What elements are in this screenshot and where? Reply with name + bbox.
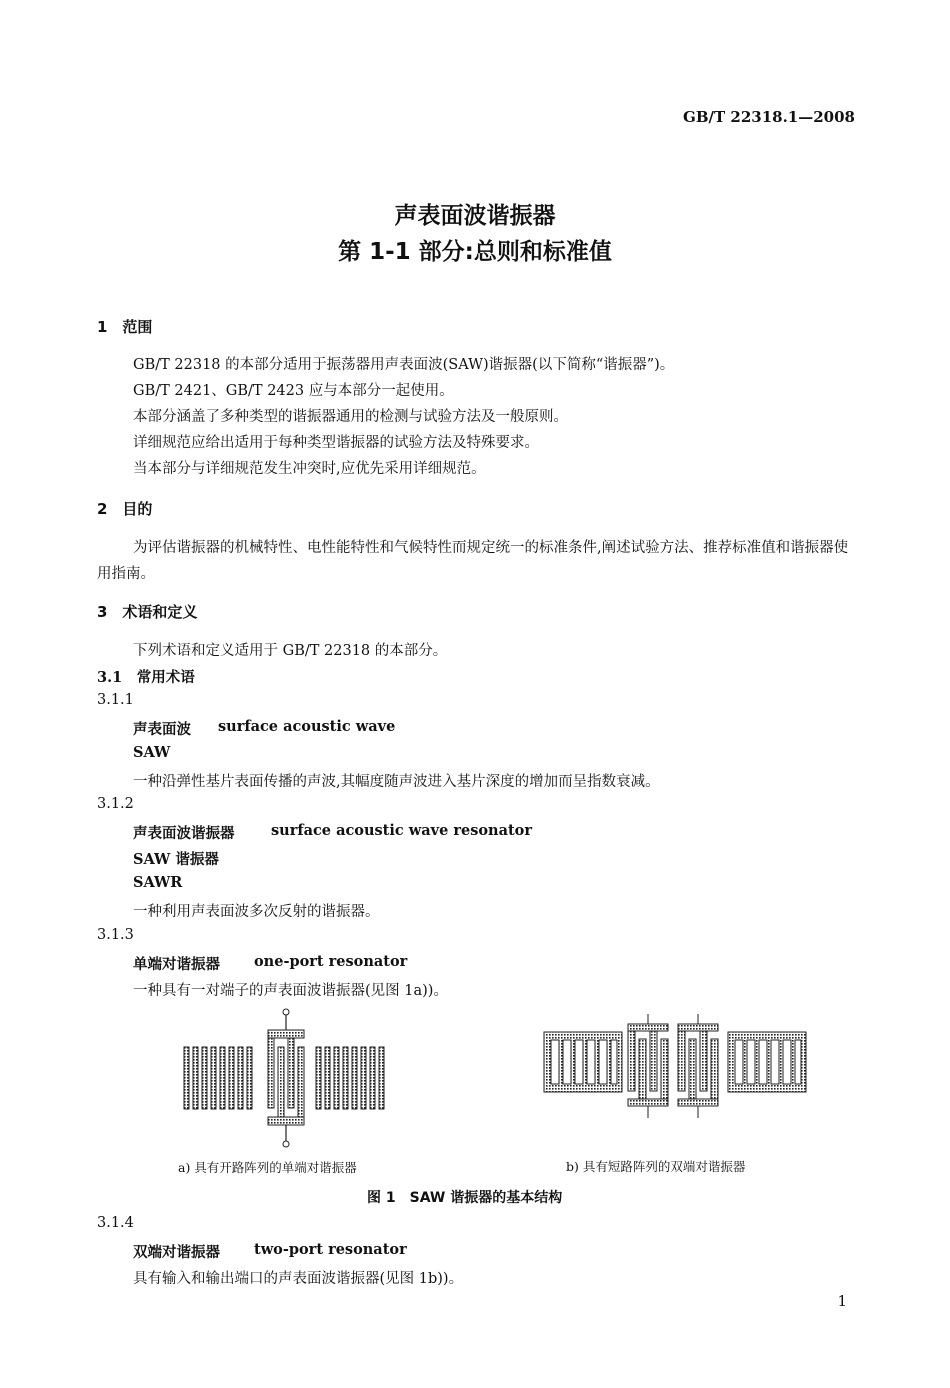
idt-output [678, 1014, 718, 1118]
section-3-heading: 3 术语和定义 [97, 603, 198, 621]
term-3-1-2-en: surface acoustic wave resonator [271, 822, 532, 839]
reflector-left-shorted [544, 1032, 622, 1092]
term-3-1-2-abbr-2: SAWR [133, 874, 183, 891]
terminal-top [283, 1009, 289, 1015]
section-1-para-1: GB/T 22318 的本部分适用于振荡器用声表面波(SAW)谐振器(以下简称“谐振器”)。 [133, 357, 675, 373]
section-1-para-2: GB/T 2421、GB/T 2423 应与本部分一起使用。 [133, 383, 454, 399]
idt-bus-bottom [268, 1117, 304, 1125]
terminal-bottom [283, 1141, 289, 1147]
section-3-intro: 下列术语和定义适用于 GB/T 22318 的本部分。 [133, 643, 448, 659]
term-3-1-4-en: two-port resonator [254, 1241, 407, 1258]
term-3-1-2-number: 3.1.2 [97, 796, 134, 812]
doc-subtitle: 第 1-1 部分:总则和标准值 [338, 239, 612, 265]
idt-finger [298, 1047, 304, 1117]
page-number: 1 [837, 1292, 847, 1310]
section-1-para-4: 详细规范应给出适用于每种类型谐振器的试验方法及特殊要求。 [133, 435, 539, 451]
term-3-1-4-def: 具有输入和输出端口的声表面波谐振器(见图 1b))。 [133, 1271, 464, 1287]
subsection-3-1: 3.1 常用术语 [97, 669, 195, 686]
term-3-1-2-abbr-1: SAW 谐振器 [133, 851, 219, 868]
figure-1a-caption: a) 具有开路阵列的单端对谐振器 [178, 1160, 357, 1175]
reflector-right [316, 1047, 384, 1109]
term-3-1-1-number: 3.1.1 [97, 692, 134, 708]
standard-code: GB/T 22318.1—2008 [683, 108, 855, 126]
idt-finger [278, 1047, 284, 1117]
term-3-1-1-abbr: SAW [133, 744, 171, 761]
term-3-1-4-number: 3.1.4 [97, 1215, 134, 1231]
term-3-1-2-cn: 声表面波谐振器 [133, 825, 235, 842]
figure-1b-diagram [540, 1010, 810, 1122]
term-3-1-1-cn: 声表面波 [133, 721, 191, 738]
figure-1-title: 图 1 SAW 谐振器的基本结构 [367, 1190, 563, 1206]
section-1-para-5: 当本部分与详细规范发生冲突时,应优先采用详细规范。 [133, 461, 486, 477]
reflector-right-shorted [728, 1032, 806, 1092]
term-3-1-3-def: 一种具有一对端子的声表面波谐振器(见图 1a))。 [133, 983, 448, 999]
term-3-1-1-en: surface acoustic wave [218, 718, 396, 735]
figure-1a-diagram [178, 1005, 398, 1155]
term-3-1-3-en: one-port resonator [254, 953, 408, 970]
idt-finger [268, 1038, 274, 1108]
term-3-1-4-cn: 双端对谐振器 [133, 1244, 220, 1261]
term-3-1-1-def: 一种沿弹性基片表面传播的声波,其幅度随声波进入基片深度的增加而呈指数衰减。 [133, 774, 660, 790]
figure-1b-caption: b) 具有短路阵列的双端对谐振器 [566, 1159, 746, 1174]
section-2-heading: 2 目的 [97, 500, 153, 518]
section-1-para-3: 本部分涵盖了多种类型的谐振器通用的检测与试验方法及一般原则。 [133, 409, 568, 425]
reflector-left [184, 1047, 252, 1109]
term-3-1-3-number: 3.1.3 [97, 927, 134, 943]
section-2-para: 为评估谐振器的机械特性、电性能特性和气候特性而规定统一的标准条件,阐述试验方法、推荐标准值和谐振器使用指南。 [97, 540, 849, 582]
idt-finger [288, 1038, 294, 1108]
idt-input [628, 1014, 668, 1118]
section-1-heading: 1 范围 [97, 318, 153, 336]
term-3-1-3-cn: 单端对谐振器 [133, 956, 220, 973]
idt-bus-top [268, 1030, 304, 1038]
doc-title: 声表面波谐振器 [394, 203, 556, 229]
term-3-1-2-def: 一种利用声表面波多次反射的谐振器。 [133, 904, 380, 920]
